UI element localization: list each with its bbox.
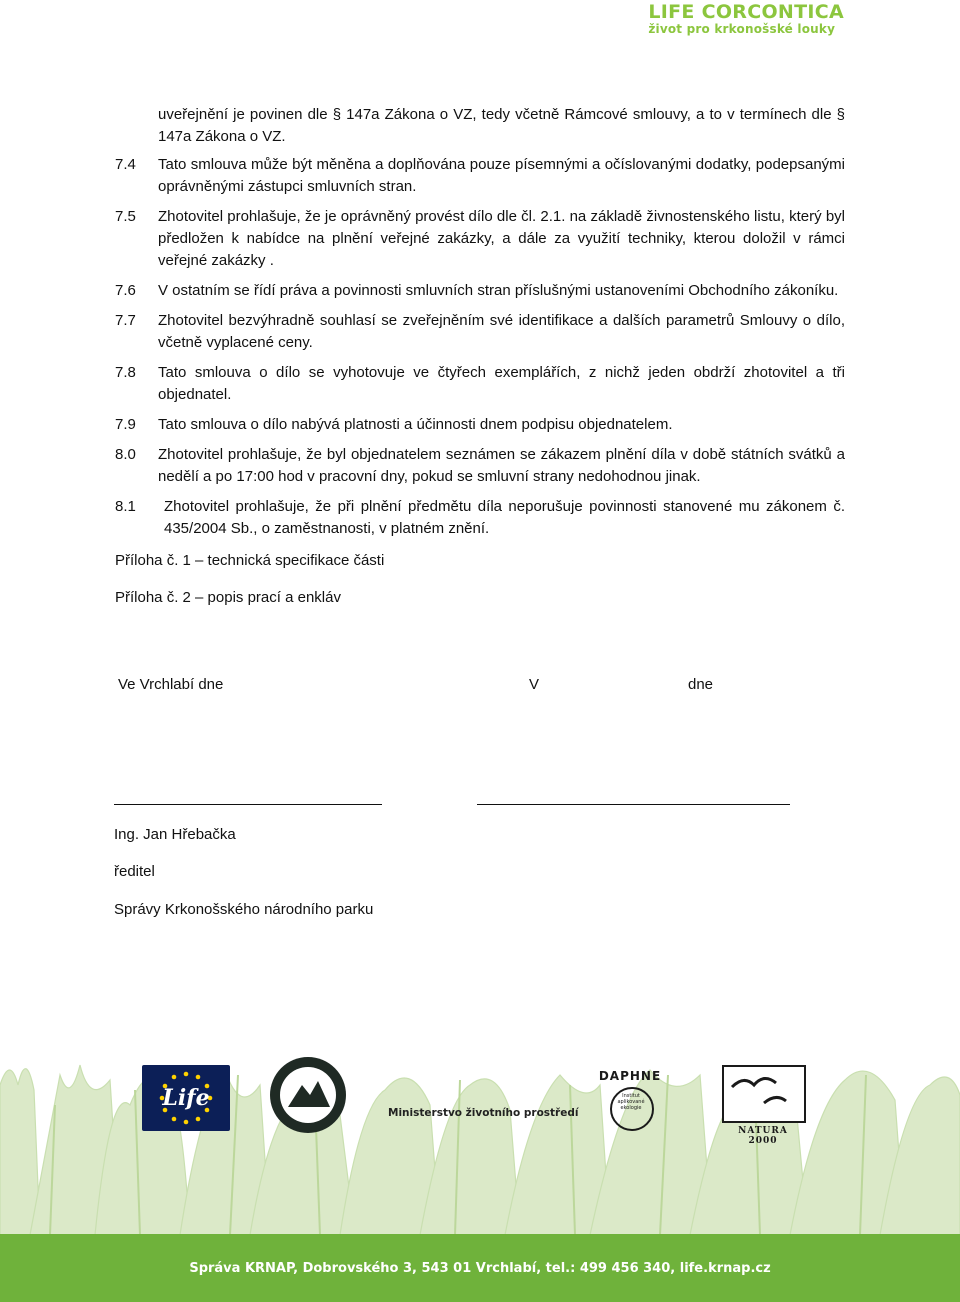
attachment-1: Příloha č. 1 – technická specifikace části: [115, 552, 385, 569]
birds-icon: [724, 1067, 804, 1121]
brand-title: LIFE CORCONTICA: [648, 1, 844, 23]
intro-paragraph: [115, 104, 845, 148]
clause-7-4: [115, 154, 845, 198]
contract-text: [115, 104, 845, 609]
daphne-title: DAPHNE: [598, 1069, 662, 1083]
clause-number: 7.8: [115, 364, 136, 381]
clause-number: 8.1: [115, 498, 136, 515]
ministry-logo: [388, 1097, 579, 1131]
life-corcontica-logo: [648, 2, 844, 36]
natura-2000-logo: [722, 1065, 804, 1146]
clause-7-7: [115, 310, 845, 354]
clause-number: 7.4: [115, 156, 136, 173]
clause-text: V ostatním se řídí práva a povinnosti smluvních stran příslušnými ustanoveními Obchodního zákoníku.: [158, 282, 839, 299]
ministry-name: Ministerstvo životního prostředí: [388, 1107, 579, 1119]
krnap-seal-logo: [270, 1057, 346, 1133]
place-v-right: V: [529, 676, 540, 693]
clause-7-8: [115, 362, 845, 406]
natura-label: NATURA 2000: [738, 1126, 788, 1146]
clause-text: Tato smlouva o dílo nabývá platnosti a účinnosti dnem podpisu objednatelem.: [158, 416, 673, 433]
mountain-icon: [270, 1057, 346, 1133]
clause-7-6: [115, 280, 845, 302]
clause-text: Tato smlouva o dílo se vyhotovuje ve čtyřech exemplářích, z nichž jeden obdrží zhotovitel a tři objednatel.: [158, 364, 845, 403]
footer-address: Správa KRNAP, Dobrovského 3, 543 01 Vrchlabí, tel.: 499 456 340, life.krnap.cz: [189, 1260, 771, 1276]
signatory-role: ředitel: [114, 863, 155, 880]
clause-number: 7.6: [115, 282, 136, 299]
brand-tagline: život pro krkonošské louky: [648, 22, 836, 36]
daphne-logo: [590, 1069, 670, 1139]
clause-8-0: [115, 444, 845, 488]
signature-line-left: [114, 804, 382, 805]
clause-7-5: [115, 206, 845, 272]
clause-text: Zhotovitel bezvýhradně souhlasí se zveřejněním své identifikace a dalších parametrů Smlouvy o dílo, včetně vyplacené ceny.: [158, 312, 845, 351]
signature-line-right: [477, 804, 790, 805]
clause-number: 7.7: [115, 312, 136, 329]
date-dne-right: dne: [688, 676, 714, 693]
signatory-organization: Správy Krkonošského národního parku: [114, 901, 374, 918]
clause-number: 8.0: [115, 446, 136, 463]
clause-text: Zhotovitel prohlašuje, že byl objednatelem seznámen se zákazem plnění díla v době státních svátků a nedělí a po 17:00 hod v pracovní dny, pokud se smluvní strany nedohodnou jinak.: [158, 446, 845, 485]
clause-number: 7.9: [115, 416, 136, 433]
clause-text: Zhotovitel prohlašuje, že při plnění předmětu díla neporušuje povinnosti stanovené mu zákonem č. 435/2004 Sb., o zaměstnanosti, v platném znění.: [164, 498, 845, 537]
eu-life-logo: [142, 1065, 230, 1131]
clause-text: Tato smlouva může být měněna a doplňována pouze písemnými a očíslovanými dodatky, podepsanými oprávněnými zástupci smluvních stran.: [158, 156, 845, 195]
clause-number: 7.5: [115, 208, 136, 225]
intro-text: uveřejnění je povinen dle § 147a Zákona o VZ, tedy včetně Rámcové smlouvy, a to v termínech dle § 147a Zákona o VZ.: [158, 106, 845, 145]
place-date-left: Ve Vrchlabí dne: [118, 676, 224, 693]
daphne-subtitle: Institut aplikované ekologie: [617, 1093, 645, 1111]
clause-text: Zhotovitel prohlašuje, že je oprávněný provést dílo dle čl. 2.1. na základě živnostenského listu, který byl předložen k nabídce na plnění veřejné zakázky, a dále za využití techniky, kterou doložil v rámci veřejné zakázky .: [158, 208, 845, 269]
footer-logos: [0, 1045, 960, 1235]
life-logo-text: Life: [162, 1085, 210, 1111]
footer-address-bar: [0, 1234, 960, 1302]
attachment-2: Příloha č. 2 – popis prací a enkláv: [115, 589, 341, 606]
signatory-name: Ing. Jan Hřebačka: [114, 826, 236, 843]
clause-7-9: [115, 414, 845, 436]
clause-8-1: [115, 496, 845, 540]
